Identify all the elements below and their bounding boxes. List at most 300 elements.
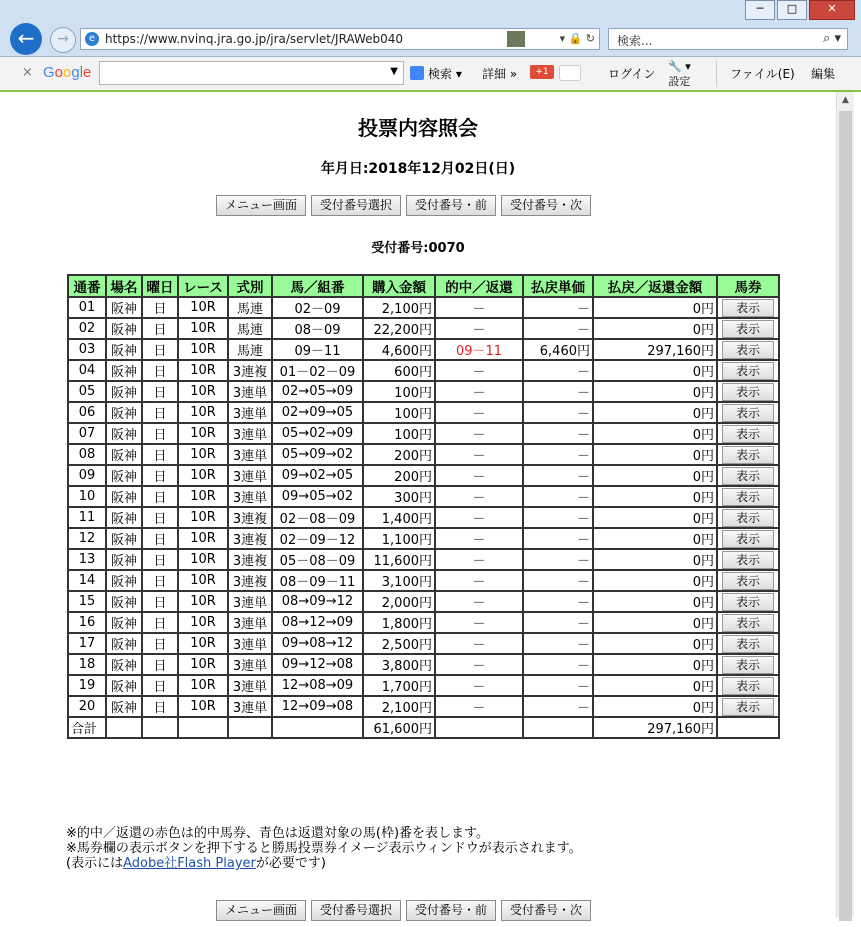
row-venue: 阪神 (106, 318, 142, 339)
table-row (68, 486, 779, 507)
show-ticket-button[interactable]: 表示 (722, 488, 774, 506)
receipt-prev-button[interactable]: 受付番号・前 (406, 195, 496, 216)
menu-edit[interactable]: 編集 (811, 67, 836, 81)
row-type: 3連複 (228, 549, 272, 570)
row-race: 10R (178, 486, 228, 507)
row-day: 日 (142, 297, 178, 318)
row-venue: 阪神 (106, 633, 142, 654)
row-amount: 200円 (363, 465, 435, 486)
row-combo: 01－02－09 (272, 360, 363, 381)
nav-buttons-bottom (216, 900, 591, 921)
row-day: 日 (142, 696, 178, 717)
login-link[interactable]: ログイン (608, 67, 656, 81)
row-payout: 0円 (593, 402, 717, 423)
row-venue: 阪神 (106, 423, 142, 444)
row-day: 日 (142, 570, 178, 591)
show-ticket-button[interactable]: 表示 (722, 635, 774, 653)
row-combo: 09→05→02 (272, 486, 363, 507)
total-label: 合計 (68, 717, 106, 738)
address-bar[interactable] (80, 28, 600, 50)
show-ticket-button[interactable]: 表示 (722, 530, 774, 548)
row-race: 10R (178, 444, 228, 465)
row-amount: 22,200円 (363, 318, 435, 339)
row-type: 3連単 (228, 465, 272, 486)
table-row (68, 360, 779, 381)
row-no: 05 (68, 381, 106, 402)
browser-search-placeholder: 検索... (617, 34, 653, 48)
row-unit: － (523, 528, 593, 549)
row-day: 日 (142, 675, 178, 696)
menu-button[interactable]: メニュー画面 (216, 195, 306, 216)
total-amount: 61,600円 (363, 717, 435, 738)
show-ticket-button[interactable]: 表示 (722, 677, 774, 695)
row-race: 10R (178, 381, 228, 402)
toggle-switch[interactable] (559, 65, 581, 81)
row-type: 3連単 (228, 591, 272, 612)
row-day: 日 (142, 444, 178, 465)
row-race: 10R (178, 339, 228, 360)
row-payout: 0円 (593, 570, 717, 591)
table-row (68, 633, 779, 654)
chevron-down-icon[interactable]: ▼ (390, 66, 398, 77)
row-amount: 3,800円 (363, 654, 435, 675)
receipt-next-button[interactable]: 受付番号・次 (501, 195, 591, 216)
row-hit: － (435, 318, 523, 339)
row-day: 日 (142, 465, 178, 486)
col-header-race: レース (178, 275, 228, 297)
row-day: 日 (142, 318, 178, 339)
row-hit: － (435, 570, 523, 591)
receipt-prev-button-bottom[interactable]: 受付番号・前 (406, 900, 496, 921)
row-race: 10R (178, 612, 228, 633)
row-amount: 100円 (363, 381, 435, 402)
row-combo: 08→09→12 (272, 591, 363, 612)
row-combo: 08－09－11 (272, 570, 363, 591)
row-amount: 200円 (363, 444, 435, 465)
row-combo: 02－08－09 (272, 507, 363, 528)
row-hit: － (435, 675, 523, 696)
row-unit: － (523, 675, 593, 696)
row-combo: 12→09→08 (272, 696, 363, 717)
col-header-unit: 払戻単価 (523, 275, 593, 297)
row-payout: 0円 (593, 486, 717, 507)
address-url: https://www.nvinq.jra.go.jp/jra/servlet/JRAWeb040 (105, 32, 404, 46)
close-button[interactable]: ✕ (809, 0, 855, 20)
row-hit: － (435, 528, 523, 549)
row-venue: 阪神 (106, 444, 142, 465)
row-type: 3連単 (228, 381, 272, 402)
row-race: 10R (178, 591, 228, 612)
row-combo: 02→09→05 (272, 402, 363, 423)
row-unit: － (523, 507, 593, 528)
table-row (68, 297, 779, 318)
table-row (68, 507, 779, 528)
row-amount: 100円 (363, 423, 435, 444)
table-row (68, 444, 779, 465)
row-no: 12 (68, 528, 106, 549)
show-ticket-button[interactable]: 表示 (722, 446, 774, 464)
row-venue: 阪神 (106, 591, 142, 612)
row-no: 07 (68, 423, 106, 444)
google-search-button[interactable]: 検索 ▾ (410, 65, 462, 82)
row-unit: － (523, 423, 593, 444)
row-day: 日 (142, 654, 178, 675)
row-combo: 02－09 (272, 297, 363, 318)
row-venue: 阪神 (106, 675, 142, 696)
row-venue: 阪神 (106, 612, 142, 633)
table-row (68, 381, 779, 402)
table-row (68, 339, 779, 360)
row-unit: － (523, 612, 593, 633)
row-no: 17 (68, 633, 106, 654)
details-button[interactable]: 詳細 » (482, 67, 518, 81)
table-row (68, 570, 779, 591)
row-day: 日 (142, 423, 178, 444)
row-combo: 09－11 (272, 339, 363, 360)
row-hit: － (435, 633, 523, 654)
table-row (68, 318, 779, 339)
row-type: 3連複 (228, 360, 272, 381)
col-header-day: 曜日 (142, 275, 178, 297)
row-type: 馬連 (228, 297, 272, 318)
row-unit: － (523, 297, 593, 318)
row-venue: 阪神 (106, 402, 142, 423)
row-type: 3連単 (228, 654, 272, 675)
row-race: 10R (178, 528, 228, 549)
show-ticket-button[interactable]: 表示 (722, 341, 774, 359)
row-race: 10R (178, 570, 228, 591)
col-header-combo: 馬／組番 (272, 275, 363, 297)
row-no: 14 (68, 570, 106, 591)
row-type: 3連単 (228, 402, 272, 423)
row-hit: － (435, 360, 523, 381)
row-day: 日 (142, 360, 178, 381)
show-ticket-button[interactable]: 表示 (722, 320, 774, 338)
row-payout: 0円 (593, 507, 717, 528)
show-ticket-button[interactable]: 表示 (722, 698, 774, 716)
row-unit: － (523, 591, 593, 612)
row-race: 10R (178, 696, 228, 717)
col-header-amount: 購入金額 (363, 275, 435, 297)
table-row (68, 612, 779, 633)
row-race: 10R (178, 549, 228, 570)
row-unit: － (523, 549, 593, 570)
row-type: 3連単 (228, 675, 272, 696)
row-combo: 08→12→09 (272, 612, 363, 633)
window-controls (743, 0, 855, 20)
row-hit: － (435, 297, 523, 318)
row-race: 10R (178, 654, 228, 675)
row-amount: 300円 (363, 486, 435, 507)
row-day: 日 (142, 633, 178, 654)
google-toolbar (0, 57, 861, 92)
row-type: 3連単 (228, 612, 272, 633)
notes (66, 826, 582, 871)
note-line-2: ※馬券欄の表示ボタンを押下すると勝馬投票券イメージ表示ウィンドウが表示されます。 (66, 841, 582, 856)
row-amount: 1,100円 (363, 528, 435, 549)
row-type: 3連複 (228, 507, 272, 528)
table-row (68, 591, 779, 612)
row-type: 3連単 (228, 633, 272, 654)
row-payout: 0円 (593, 465, 717, 486)
row-no: 01 (68, 297, 106, 318)
row-combo: 12→08→09 (272, 675, 363, 696)
row-venue: 阪神 (106, 696, 142, 717)
row-no: 10 (68, 486, 106, 507)
note-line-3: (表示にはAdobe社Flash Playerが必要です) (66, 856, 326, 871)
row-amount: 3,100円 (363, 570, 435, 591)
row-race: 10R (178, 297, 228, 318)
back-arrow-icon: ← (17, 26, 35, 50)
row-payout: 0円 (593, 297, 717, 318)
search-icon[interactable]: ⌕ ▾ (823, 31, 841, 46)
row-type: 3連単 (228, 423, 272, 444)
row-hit: － (435, 465, 523, 486)
row-day: 日 (142, 486, 178, 507)
back-button[interactable] (10, 23, 42, 55)
toolbar-divider (716, 61, 717, 87)
row-race: 10R (178, 360, 228, 381)
receipt-number: 受付番号:0070 (371, 241, 465, 256)
row-type: 3連単 (228, 486, 272, 507)
address-actions[interactable]: ▾ 🔒 ↻ (559, 32, 595, 45)
row-day: 日 (142, 339, 178, 360)
row-amount: 600円 (363, 360, 435, 381)
row-no: 20 (68, 696, 106, 717)
bets-table (67, 274, 780, 739)
show-ticket-button[interactable]: 表示 (722, 362, 774, 380)
row-venue: 阪神 (106, 654, 142, 675)
col-header-type: 式別 (228, 275, 272, 297)
row-payout: 0円 (593, 444, 717, 465)
show-ticket-button[interactable]: 表示 (722, 509, 774, 527)
table-row (68, 402, 779, 423)
row-hit: － (435, 423, 523, 444)
row-hit: 09－11 (435, 339, 523, 360)
total-row (68, 717, 779, 738)
row-combo: 09→12→08 (272, 654, 363, 675)
table-row (68, 549, 779, 570)
col-header-venue: 場名 (106, 275, 142, 297)
ie-icon: e (85, 32, 99, 46)
row-no: 13 (68, 549, 106, 570)
row-day: 日 (142, 402, 178, 423)
browser-search-box[interactable] (608, 28, 848, 50)
row-type: 3連単 (228, 696, 272, 717)
row-combo: 05→02→09 (272, 423, 363, 444)
row-amount: 2,500円 (363, 633, 435, 654)
row-type: 馬連 (228, 318, 272, 339)
receipt-select-button-bottom[interactable]: 受付番号選択 (311, 900, 401, 921)
row-no: 15 (68, 591, 106, 612)
google-g-icon (410, 66, 424, 80)
row-payout: 0円 (593, 654, 717, 675)
table-row (68, 528, 779, 549)
flash-player-link[interactable]: Adobe社Flash Player (123, 856, 256, 871)
row-race: 10R (178, 633, 228, 654)
row-no: 03 (68, 339, 106, 360)
row-unit: － (523, 486, 593, 507)
row-hit: － (435, 654, 523, 675)
row-amount: 1,800円 (363, 612, 435, 633)
maximize-button[interactable]: □ (777, 0, 807, 20)
row-unit: － (523, 570, 593, 591)
col-header-no: 通番 (68, 275, 106, 297)
browser-titlebar (0, 0, 861, 57)
row-amount: 2,000円 (363, 591, 435, 612)
row-payout: 0円 (593, 612, 717, 633)
show-ticket-button[interactable]: 表示 (722, 572, 774, 590)
row-payout: 0円 (593, 423, 717, 444)
row-combo: 02→05→09 (272, 381, 363, 402)
receipt-select-button[interactable]: 受付番号選択 (311, 195, 401, 216)
row-type: 馬連 (228, 339, 272, 360)
bets-table-body (68, 297, 779, 717)
minimize-button[interactable]: ─ (745, 0, 775, 20)
row-race: 10R (178, 507, 228, 528)
row-hit: － (435, 381, 523, 402)
row-combo: 02－09－12 (272, 528, 363, 549)
table-row (68, 696, 779, 717)
show-ticket-button[interactable]: 表示 (722, 593, 774, 611)
table-row (68, 675, 779, 696)
settings-button[interactable]: 🔧 ▾ 設定 (668, 60, 691, 88)
row-venue: 阪神 (106, 486, 142, 507)
col-header-payout: 払戻／返還金額 (593, 275, 717, 297)
google-search-input[interactable] (99, 61, 404, 85)
row-payout: 0円 (593, 696, 717, 717)
scroll-up-icon[interactable]: ▲ (842, 95, 849, 105)
receipt-next-button-bottom[interactable]: 受付番号・次 (501, 900, 591, 921)
table-row (68, 654, 779, 675)
row-venue: 阪神 (106, 570, 142, 591)
row-type: 3連複 (228, 528, 272, 549)
show-ticket-button[interactable]: 表示 (722, 614, 774, 632)
row-day: 日 (142, 528, 178, 549)
row-payout: 0円 (593, 549, 717, 570)
page-title: 投票内容照会 (358, 116, 478, 140)
row-payout: 0円 (593, 318, 717, 339)
table-row (68, 423, 779, 444)
show-ticket-button[interactable]: 表示 (722, 404, 774, 422)
row-unit: － (523, 318, 593, 339)
row-unit: 6,460円 (523, 339, 593, 360)
row-race: 10R (178, 675, 228, 696)
row-no: 09 (68, 465, 106, 486)
row-no: 19 (68, 675, 106, 696)
row-combo: 09→08→12 (272, 633, 363, 654)
row-hit: － (435, 591, 523, 612)
row-venue: 阪神 (106, 360, 142, 381)
table-row (68, 465, 779, 486)
col-header-ticket: 馬券 (717, 275, 779, 297)
row-unit: － (523, 444, 593, 465)
forward-arrow-icon: → (57, 31, 69, 47)
row-no: 16 (68, 612, 106, 633)
row-venue: 阪神 (106, 297, 142, 318)
total-payout: 297,160円 (593, 717, 717, 738)
row-unit: － (523, 654, 593, 675)
row-venue: 阪神 (106, 381, 142, 402)
row-amount: 1,400円 (363, 507, 435, 528)
row-hit: － (435, 612, 523, 633)
row-no: 11 (68, 507, 106, 528)
row-hit: － (435, 507, 523, 528)
row-payout: 0円 (593, 381, 717, 402)
show-ticket-button[interactable]: 表示 (722, 656, 774, 674)
vertical-scrollbar[interactable] (836, 92, 854, 918)
nav-buttons-top (216, 195, 591, 216)
row-payout: 0円 (593, 360, 717, 381)
row-hit: － (435, 402, 523, 423)
row-amount: 2,100円 (363, 696, 435, 717)
row-venue: 阪神 (106, 339, 142, 360)
row-no: 02 (68, 318, 106, 339)
table-header-row (68, 275, 779, 297)
row-unit: － (523, 360, 593, 381)
row-payout: 0円 (593, 528, 717, 549)
row-payout: 0円 (593, 633, 717, 654)
row-venue: 阪神 (106, 528, 142, 549)
page-date: 年月日:2018年12月02日(日) (320, 161, 516, 177)
show-ticket-button[interactable]: 表示 (722, 383, 774, 401)
row-amount: 1,700円 (363, 675, 435, 696)
col-header-hit: 的中／返還 (435, 275, 523, 297)
show-ticket-button[interactable]: 表示 (722, 551, 774, 569)
row-amount: 11,600円 (363, 549, 435, 570)
row-day: 日 (142, 591, 178, 612)
row-amount: 100円 (363, 402, 435, 423)
row-no: 18 (68, 654, 106, 675)
show-ticket-button[interactable]: 表示 (722, 425, 774, 443)
row-race: 10R (178, 465, 228, 486)
show-ticket-button[interactable]: 表示 (722, 467, 774, 485)
row-no: 06 (68, 402, 106, 423)
row-unit: － (523, 465, 593, 486)
site-thumbnail-icon (507, 31, 525, 47)
row-day: 日 (142, 507, 178, 528)
row-hit: － (435, 444, 523, 465)
forward-button[interactable] (50, 27, 76, 53)
row-unit: － (523, 381, 593, 402)
row-venue: 阪神 (106, 507, 142, 528)
row-day: 日 (142, 612, 178, 633)
gplus-button[interactable]: +1 (530, 65, 554, 79)
row-type: 3連単 (228, 444, 272, 465)
row-hit: － (435, 549, 523, 570)
close-toolbar-icon[interactable]: × (22, 65, 33, 80)
show-ticket-button[interactable]: 表示 (722, 299, 774, 317)
row-unit: － (523, 402, 593, 423)
menu-button-bottom[interactable]: メニュー画面 (216, 900, 306, 921)
row-venue: 阪神 (106, 465, 142, 486)
row-day: 日 (142, 549, 178, 570)
row-payout: 0円 (593, 675, 717, 696)
row-unit: － (523, 696, 593, 717)
row-amount: 4,600円 (363, 339, 435, 360)
row-payout: 0円 (593, 591, 717, 612)
row-type: 3連複 (228, 570, 272, 591)
google-logo: Google (43, 64, 92, 81)
wrench-icon: 🔧 ▾ (668, 60, 691, 73)
menu-file[interactable]: ファイル(E) (730, 67, 795, 81)
row-combo: 05－08－09 (272, 549, 363, 570)
row-combo: 05→09→02 (272, 444, 363, 465)
row-combo: 08－09 (272, 318, 363, 339)
row-venue: 阪神 (106, 549, 142, 570)
scroll-thumb[interactable] (839, 111, 852, 921)
row-race: 10R (178, 318, 228, 339)
